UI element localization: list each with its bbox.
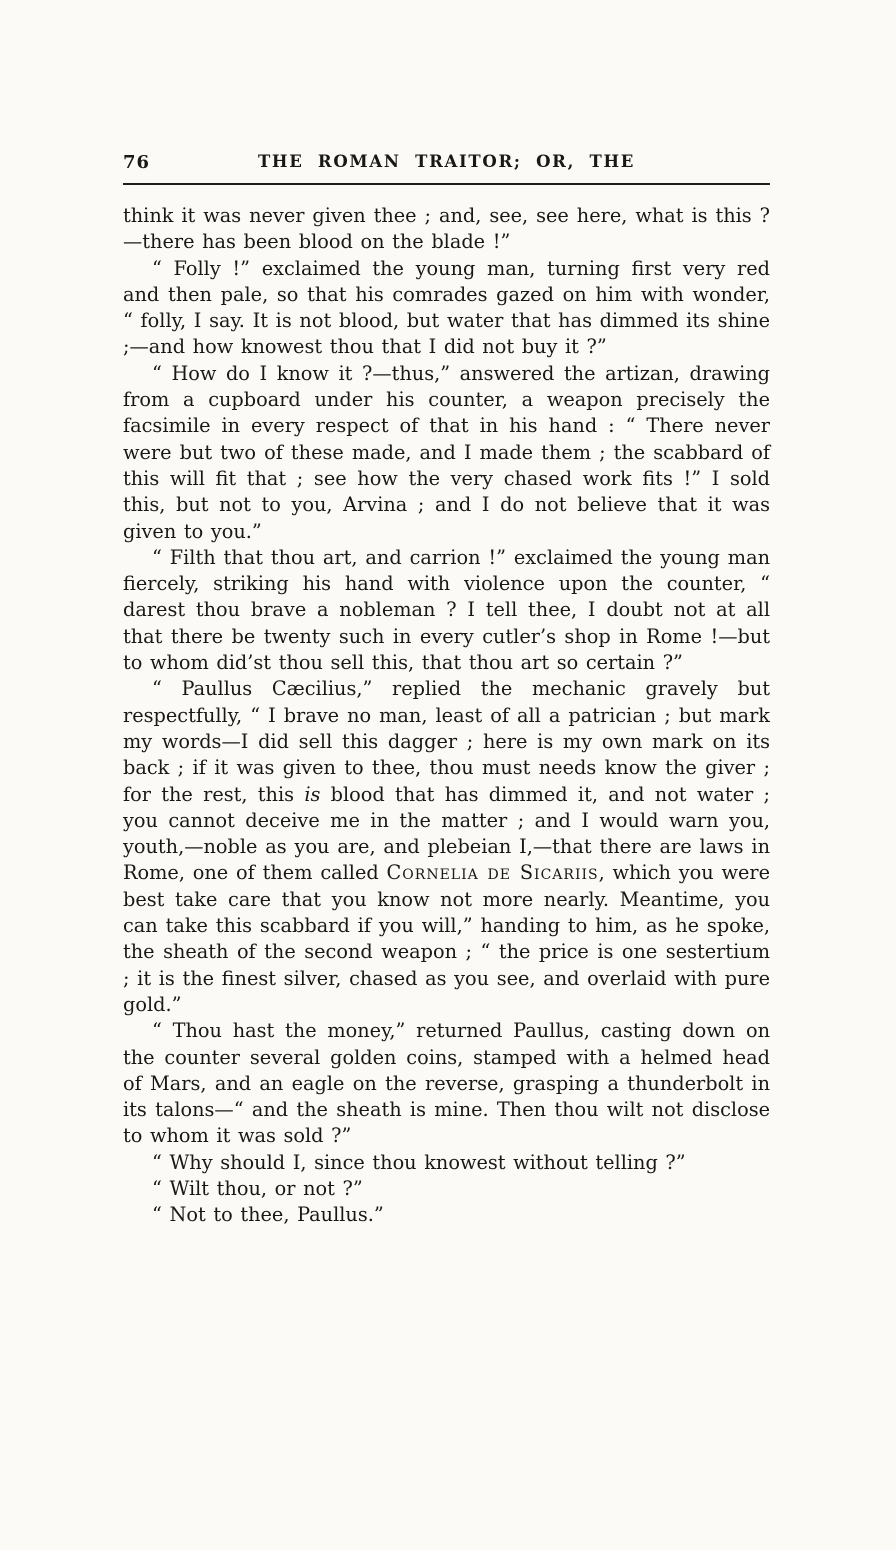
paragraph <box>123 676 770 1018</box>
text-segment: “ Wilt thou, or not ?” <box>152 1176 363 1200</box>
text-segment: think it was never given thee ; and, see, see here, what is this ?—there has been blood on the blade !” <box>123 204 770 254</box>
smallcaps-text: Cornelia de Sicariis <box>386 861 599 885</box>
text-segment: “ Thou hast the money,” returned Paullus, casting down on the counter several golden coins, stamped with a helmed head of Mars, and an eagle on the reverse, grasping a thunderbolt in its talons—“ and the sheath is mine. Then thou wilt not disclose to whom it was sold ?” <box>123 1019 770 1148</box>
text-segment: “ Not to thee, Paullus.” <box>152 1203 384 1227</box>
page-header <box>123 152 770 176</box>
text-segment: “ Filth that thou art, and carrion !” exclaimed the young man fiercely, striking his hand with violence upon the counter, “ darest thou brave a nobleman ? I tell thee, I doubt not at all that there be twenty such in every cutler’s shop in Rome !—but to whom did’st thou sell this, that thou art so certain ?” <box>123 545 770 675</box>
text-segment: blood that has dimmed it, and not water ; you cannot deceive me in the matter ; and I would warn you, youth,—noble as you are, and plebeian I,—that there are laws in Rome, one of them called <box>123 782 770 885</box>
paragraph <box>123 1150 770 1176</box>
header-rule <box>123 183 770 185</box>
italic-text: is <box>304 782 321 806</box>
page-number: 76 <box>123 152 151 173</box>
text-segment: “ Paullus Cæcilius,” replied the mechanic gravely but respectfully, “ I brave no man, least of all a patrician ; but mark my words—I did sell this dagger ; here is my own mark on its back ; if it was given to thee, thou must needs know the giver ; for the rest, this <box>123 677 770 806</box>
page-body <box>123 203 770 1229</box>
running-title: THE ROMAN TRAITOR; OR, THE <box>257 152 636 171</box>
paragraph <box>123 1018 770 1149</box>
paragraph <box>123 545 770 676</box>
text-segment: , which you were best take care that you know not more nearly. Meantime, you can take this scabbard if you will,” handing to him, as he spoke, the sheath of the second weapon ; “ the price is one sestertium ; it is the finest silver, chased as you see, and overlaid with pure gold.” <box>123 861 770 1016</box>
text-segment: “ Why should I, since thou knowest without telling ?” <box>152 1150 686 1174</box>
paragraph <box>123 1202 770 1228</box>
paragraph <box>123 256 770 361</box>
paragraph <box>123 203 770 256</box>
text-segment: “ Folly !” exclaimed the young man, turning first very red and then pale, so that his comrades gazed on him with wonder, “ folly, I say. It is not blood, but water that has dimmed its shine ;—and how knowest thou that I did not buy it ?” <box>123 256 770 359</box>
paragraph <box>123 1176 770 1202</box>
paragraph <box>123 361 770 545</box>
text-segment: “ How do I know it ?—thus,” answered the artizan, drawing from a cupboard under his counter, a weapon precisely the facsimile in every respect of that in his hand : “ There never were but two of these made, and I made them ; the scabbard of this will fit that ; see how the very chased work fits !” I sold this, but not to you, Arvina ; and I do not believe that it was given to you.” <box>123 361 770 543</box>
